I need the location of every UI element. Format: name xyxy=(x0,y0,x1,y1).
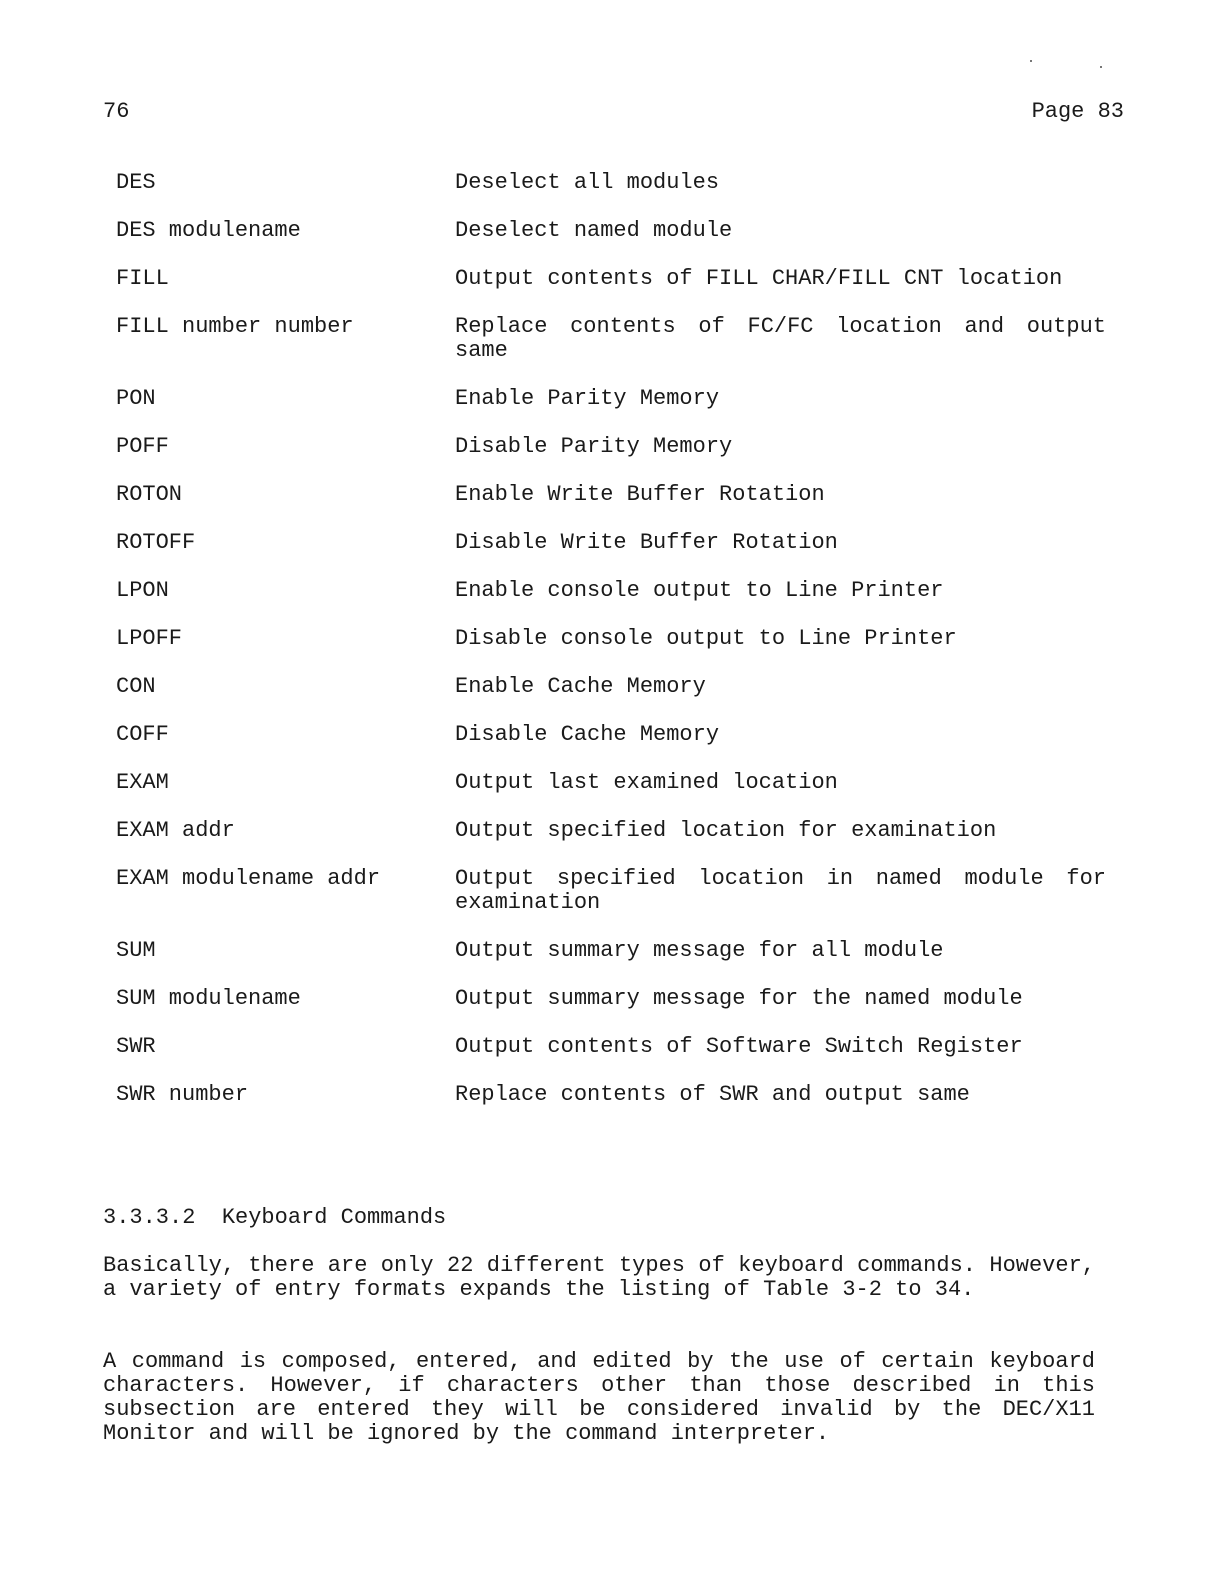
command-description: Deselect named module xyxy=(455,218,733,243)
command-table xyxy=(116,171,1106,1131)
command-description: Disable Parity Memory xyxy=(455,434,733,459)
command-description: Replace contents of FC/FC location and output same xyxy=(455,314,1106,363)
command-row xyxy=(116,435,1106,459)
command-description: Disable Cache Memory xyxy=(455,722,720,747)
command-name: DES xyxy=(116,170,156,195)
scan-speck xyxy=(1030,60,1032,62)
command-description: Enable console output to Line Printer xyxy=(455,578,944,603)
command-name: FILL xyxy=(116,266,169,291)
command-name: LPON xyxy=(116,578,169,603)
command-row xyxy=(116,819,1106,843)
command-row xyxy=(116,483,1106,507)
paragraph: Basically, there are only 22 different types of keyboard commands. However, a variety of entry formats expands the listing of Table 3-2 to 34. xyxy=(103,1253,1095,1302)
command-description: Enable Parity Memory xyxy=(455,386,720,411)
command-description: Output specified location in named module for examination xyxy=(455,866,1106,915)
command-row xyxy=(116,723,1106,747)
command-description: Deselect all modules xyxy=(455,170,720,195)
command-name: EXAM modulename addr xyxy=(116,866,381,891)
command-row xyxy=(116,939,1106,963)
command-description: Disable console output to Line Printer xyxy=(455,626,957,651)
command-name: PON xyxy=(116,386,156,411)
command-name: CON xyxy=(116,674,156,699)
command-name: COFF xyxy=(116,722,169,747)
command-name: SUM xyxy=(116,938,156,963)
command-name: ROTOFF xyxy=(116,530,196,555)
command-description: Output last examined location xyxy=(455,770,838,795)
command-name: SUM modulename xyxy=(116,986,301,1011)
command-description: Output summary message for all module xyxy=(455,938,944,963)
command-description: Output summary message for the named module xyxy=(455,986,1023,1011)
command-row xyxy=(116,531,1106,555)
command-name: SWR xyxy=(116,1034,156,1059)
paragraph: A command is composed, entered, and edited by the use of certain keyboard characters. However, if characters other than those described in this subsection are entered they will be considered invalid by the DEC/X11 Monitor and will be ignored by the command interpreter. xyxy=(103,1349,1095,1446)
command-row xyxy=(116,579,1106,603)
command-name: SWR number xyxy=(116,1082,249,1107)
command-name: ROTON xyxy=(116,482,183,507)
command-row xyxy=(116,315,1106,363)
page-number-right: Page 83 xyxy=(1031,99,1124,124)
command-row xyxy=(116,867,1106,915)
command-row xyxy=(116,387,1106,411)
page-number-left: 76 xyxy=(103,99,130,124)
command-row xyxy=(116,171,1106,195)
command-row xyxy=(116,627,1106,651)
command-description: Replace contents of SWR and output same xyxy=(455,1082,970,1107)
command-row xyxy=(116,987,1106,1011)
command-row xyxy=(116,771,1106,795)
command-row xyxy=(116,267,1106,291)
command-name: LPOFF xyxy=(116,626,183,651)
command-name: DES modulename xyxy=(116,218,301,243)
command-description: Enable Write Buffer Rotation xyxy=(455,482,825,507)
command-name: POFF xyxy=(116,434,169,459)
command-name: EXAM xyxy=(116,770,169,795)
command-row xyxy=(116,219,1106,243)
command-description: Disable Write Buffer Rotation xyxy=(455,530,838,555)
command-description: Output contents of FILL CHAR/FILL CNT location xyxy=(455,266,1063,291)
command-description: Enable Cache Memory xyxy=(455,674,706,699)
command-name: EXAM addr xyxy=(116,818,235,843)
scan-speck xyxy=(1100,66,1102,68)
command-row xyxy=(116,1083,1106,1107)
section-heading: 3.3.3.2 Keyboard Commands xyxy=(103,1205,447,1230)
command-row xyxy=(116,1035,1106,1059)
command-description: Output specified location for examination xyxy=(455,818,997,843)
command-name: FILL number number xyxy=(116,314,354,339)
command-description: Output contents of Software Switch Register xyxy=(455,1034,1023,1059)
command-row xyxy=(116,675,1106,699)
